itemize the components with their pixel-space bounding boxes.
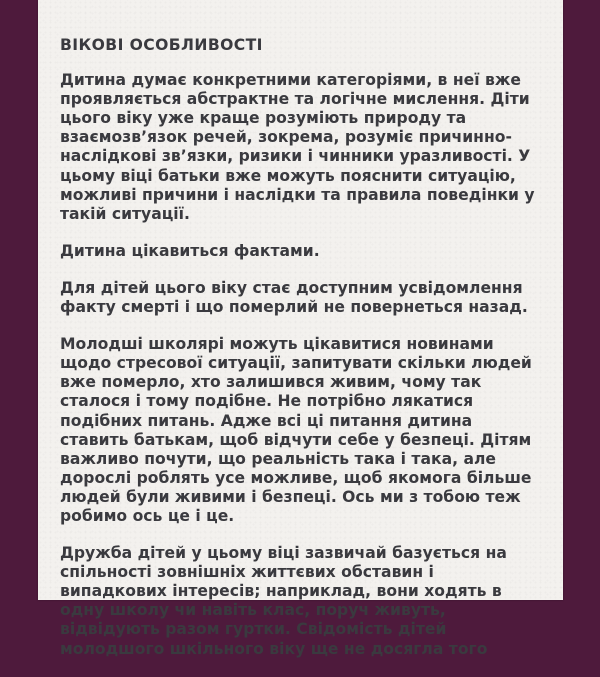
document-page xyxy=(38,0,563,658)
document-content xyxy=(60,36,546,677)
paragraph-thinking: Дитина думає конкретними категоріями, в неї вже проявляється абстрактне та логічне мислення. Діти цього віку уже краще розуміють природу та взаємозв’язок речей, зокрема, розуміє причинно-наслідкові зв’язки, ризики і чинники уразливості. У цьому віці батьки вже можуть пояснити ситуацію, можливі причини і наслідки та правила поведінки у такій ситуації. xyxy=(60,71,535,223)
paragraph-death-awareness: Для дітей цього віку стає доступним усвідомлення факту смерті і що померлий не повернеться назад. xyxy=(60,278,528,317)
paragraph-friendship: Дружба дітей у цьому віці зазвичай базується на спільності зовнішніх життєвих обставин і випадкових інтересів; наприклад, вони ходять в одну школу чи навіть клас, поруч живуть, відвідують разом гуртки. Свідомість дітей молодшого шкільного віку ще не досягла того xyxy=(60,544,507,658)
paragraph-facts: Дитина цікавиться фактами. xyxy=(60,241,320,260)
paragraph-news-questions: Молодші школярі можуть цікавитися новинами щодо стресової ситуації, запитувати скільки людей вже померло, хто залишився живим, чому так сталося і тому подібне. Не потрібно лякатися подібних питань. Адже всі ці питання дитина ставить батькам, щоб відчути себе у безпеці. Дітям важливо почути, що реальність така і така, але дорослі роблять усе можливе, щоб якомога більше людей були живими і безпеці. Ось ми з тобою теж робимо ось це і це. xyxy=(60,335,532,525)
section-heading: ВІКОВІ ОСОБЛИВОСТІ xyxy=(60,36,263,54)
